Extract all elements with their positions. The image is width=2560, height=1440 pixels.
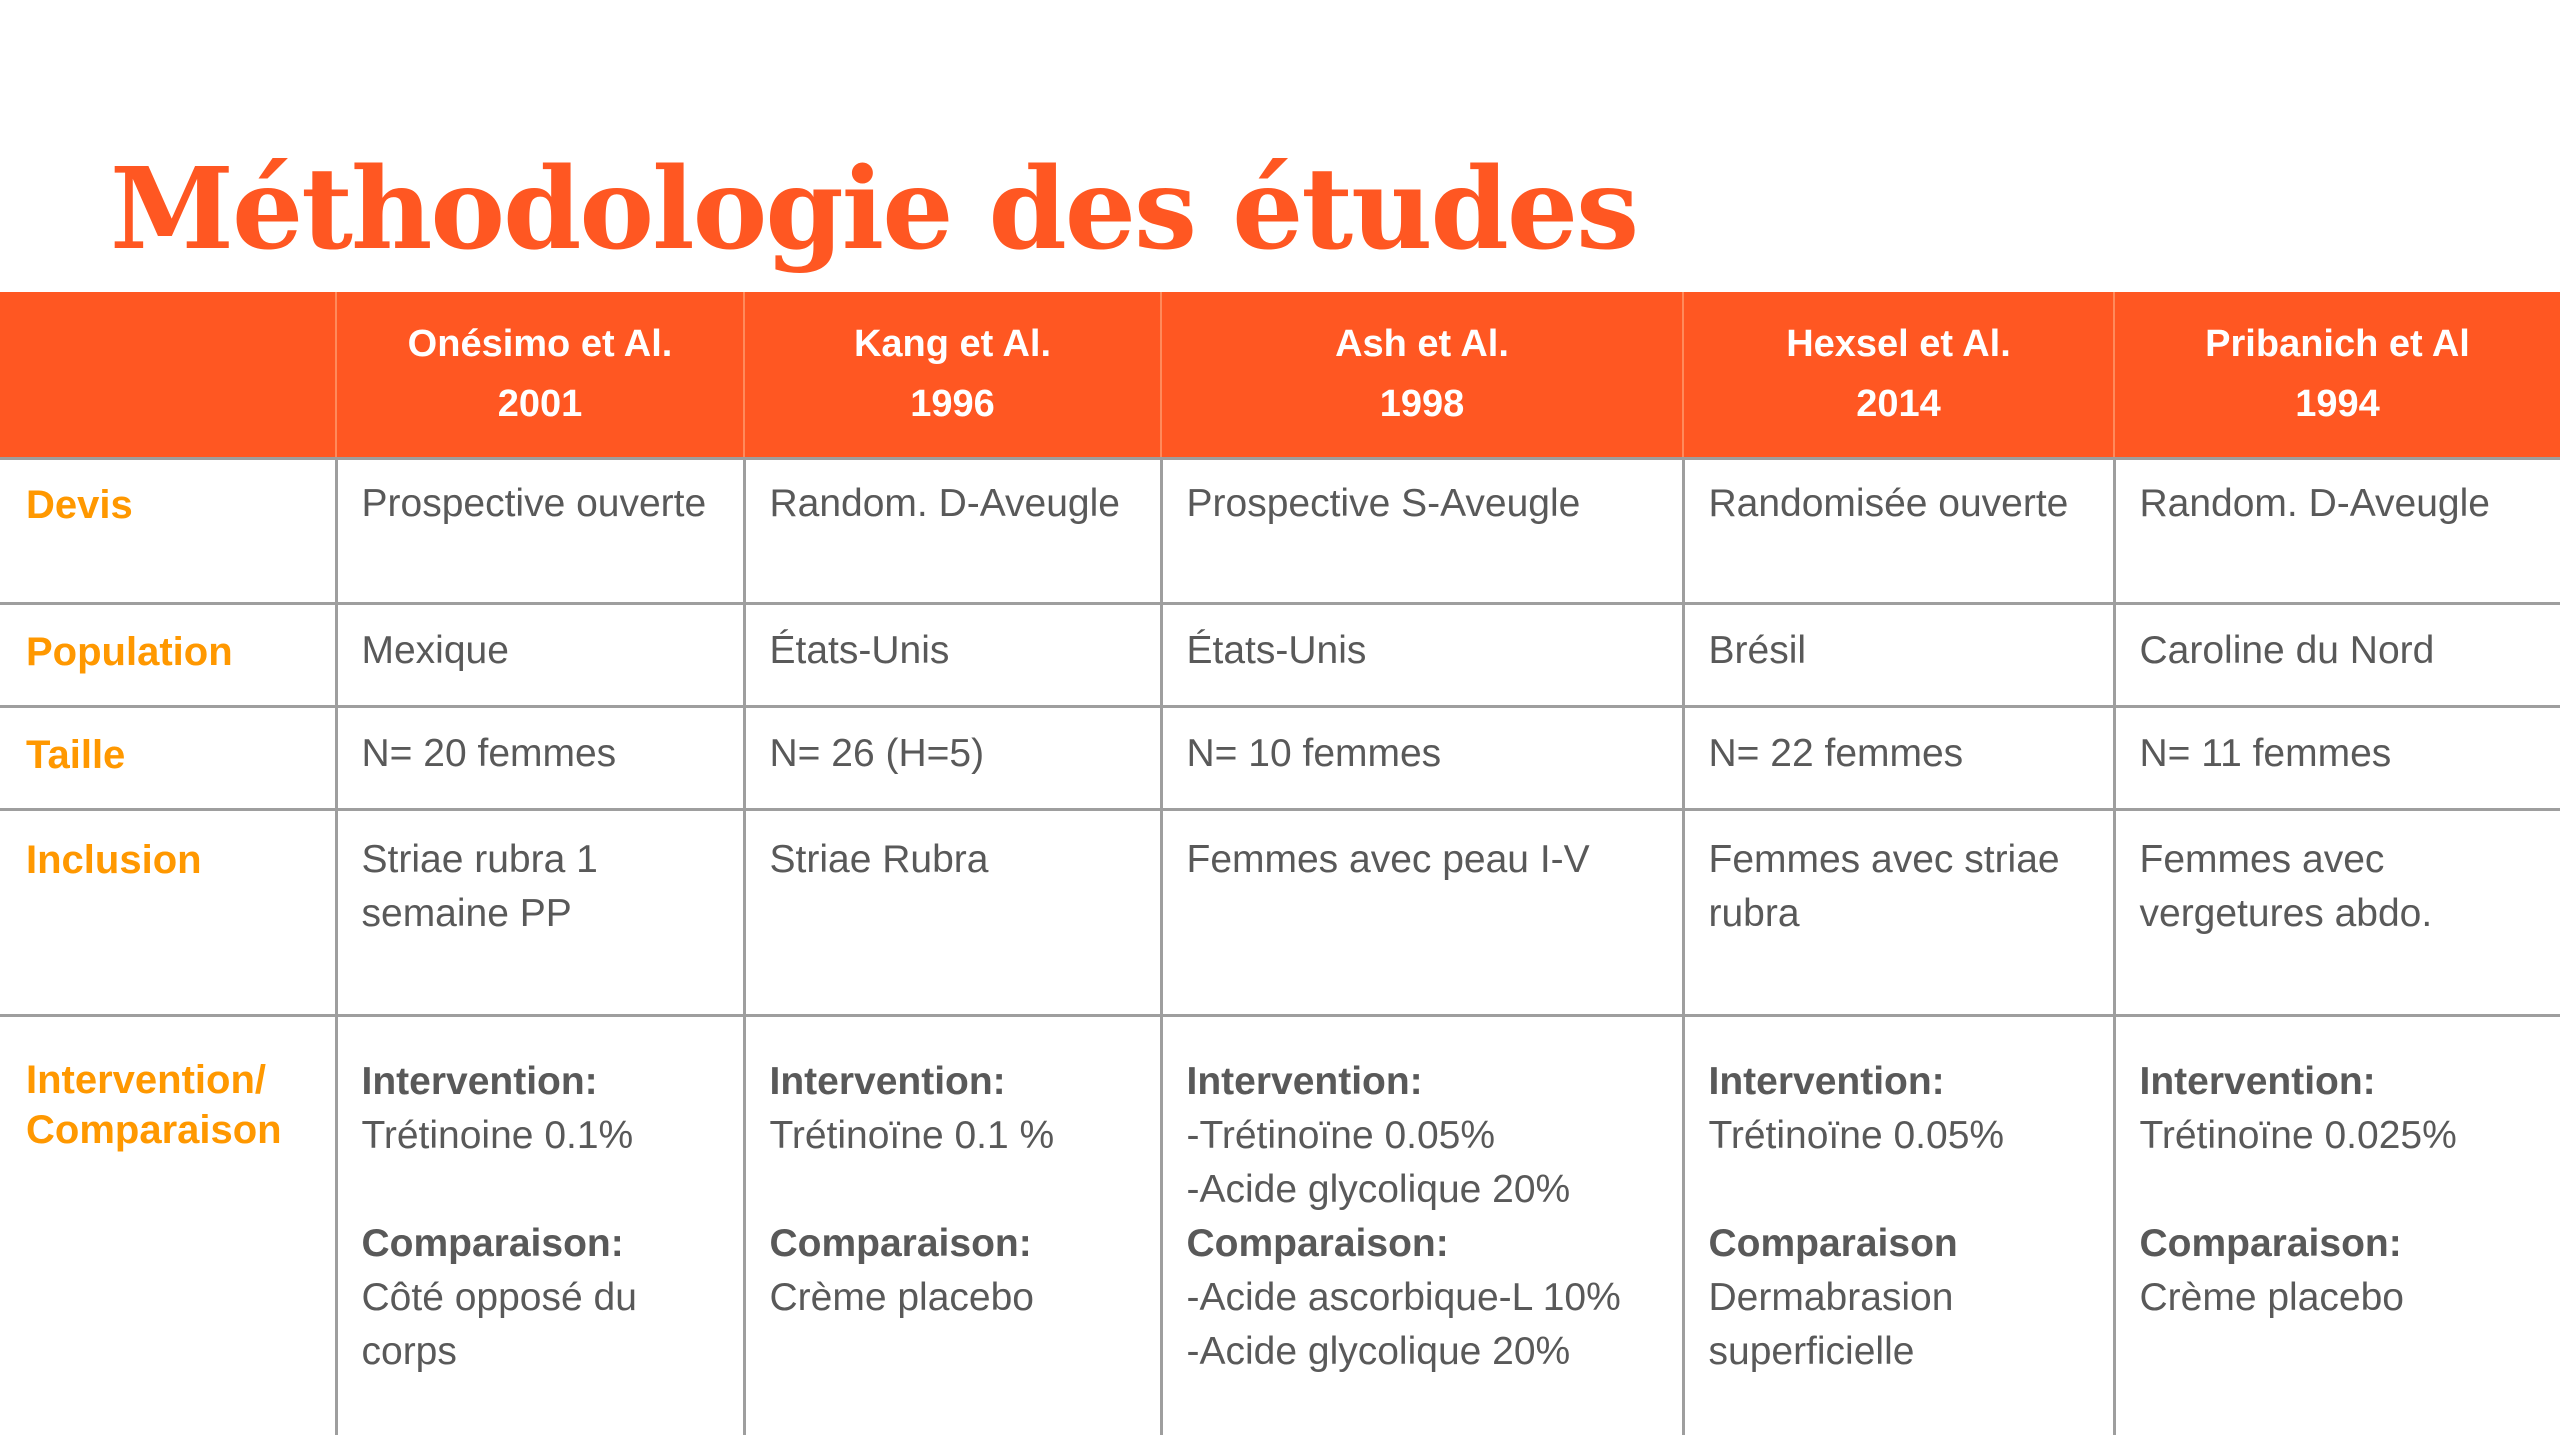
table-cell: [744, 1015, 1161, 1435]
intervention-value: -Acide glycolique 20%: [1186, 1167, 1571, 1211]
study-year: 2001: [497, 383, 583, 426]
comparison-label: Comparaison:: [769, 1221, 1032, 1265]
table-cell: N= 26 (H=5): [744, 706, 1161, 809]
comparison-value: -Acide glycolique 20%: [1186, 1329, 1571, 1373]
table-cell: [336, 1015, 744, 1435]
table-cell: États-Unis: [744, 603, 1161, 706]
study-author: Kang et Al.: [853, 323, 1052, 366]
table-row-population: [0, 603, 2560, 706]
row-label: Taille: [0, 706, 336, 809]
study-year: 1996: [910, 383, 995, 426]
comparison-value: -Acide ascorbique-L 10%: [1186, 1275, 1621, 1319]
spacer: [770, 1163, 1140, 1217]
study-year: 1998: [1379, 383, 1465, 426]
intervention-label: Intervention:: [1708, 1059, 1945, 1103]
comparison-label: Comparaison:: [2139, 1221, 2402, 1265]
comparison-value: Crème placebo: [769, 1275, 1034, 1319]
table-cell: Random. D-Aveugle: [2114, 458, 2560, 603]
comparison-label: Comparaison:: [1186, 1221, 1449, 1265]
study-author: Hexsel et Al.: [1786, 323, 2011, 366]
table-cell: États-Unis: [1161, 603, 1683, 706]
table-cell: Femmes avec peau I-V: [1161, 809, 1683, 1015]
header-corner: [0, 292, 336, 458]
intervention-value: Trétinoine 0.1%: [361, 1113, 634, 1157]
study-year: 1994: [2295, 383, 2380, 426]
study-header: [2114, 292, 2560, 458]
table-cell: Prospective S-Aveugle: [1161, 458, 1683, 603]
intervention-label: Intervention:: [2139, 1059, 2376, 1103]
table-cell: Femmes avec striae rubra: [1683, 809, 2114, 1015]
row-label: Devis: [0, 458, 336, 603]
table-cell: Femmes avec vergetures abdo.: [2114, 809, 2560, 1015]
study-author: Pribanich et Al: [2205, 323, 2470, 366]
intervention-value: Trétinoïne 0.1 %: [769, 1113, 1055, 1157]
comparison-value: Crème placebo: [2139, 1275, 2404, 1319]
table-cell: Mexique: [336, 603, 744, 706]
table-cell: N= 20 femmes: [336, 706, 744, 809]
table-cell: Striae rubra 1 semaine PP: [336, 809, 744, 1015]
intervention-label: Intervention:: [1186, 1059, 1423, 1103]
row-label: Inclusion: [0, 809, 336, 1015]
table-row-devis: [0, 458, 2560, 603]
study-header: [744, 292, 1161, 458]
slide-title: Méthodologie des études: [110, 144, 1638, 275]
comparison-label: Comparaison:: [361, 1221, 624, 1265]
table-cell: Random. D-Aveugle: [744, 458, 1161, 603]
table-cell: [1161, 1015, 1683, 1435]
table-cell: Caroline du Nord: [2114, 603, 2560, 706]
study-year: 2014: [1856, 383, 1941, 426]
table-cell: N= 22 femmes: [1683, 706, 2114, 809]
table-cell: N= 10 femmes: [1161, 706, 1683, 809]
intervention-value: Trétinoïne 0.05%: [1708, 1113, 2005, 1157]
table-header-row: [0, 292, 2560, 458]
table-row-intervention: [0, 1015, 2560, 1435]
intervention-label: Intervention:: [769, 1059, 1006, 1103]
study-author: Ash et Al.: [1335, 323, 1509, 366]
methodology-table: [0, 292, 2560, 1435]
study-header: [336, 292, 744, 458]
comparison-value: Dermabrasion superficielle: [1708, 1275, 1954, 1373]
table-cell: [1683, 1015, 2114, 1435]
spacer: [1709, 1163, 2093, 1217]
intervention-label: Intervention:: [361, 1059, 598, 1103]
row-label: Population: [0, 603, 336, 706]
table-cell: Brésil: [1683, 603, 2114, 706]
comparison-label: Comparaison: [1708, 1221, 1958, 1265]
study-author: Onésimo et Al.: [407, 323, 673, 366]
spacer: [2140, 1163, 2541, 1217]
study-header: [1161, 292, 1683, 458]
table-cell: N= 11 femmes: [2114, 706, 2560, 809]
spacer: [362, 1163, 723, 1217]
table-cell: Prospective ouverte: [336, 458, 744, 603]
comparison-value: Côté opposé du corps: [361, 1275, 637, 1373]
table-cell: Randomisée ouverte: [1683, 458, 2114, 603]
intervention-value: -Trétinoïne 0.05%: [1186, 1113, 1496, 1157]
table-row-inclusion: [0, 809, 2560, 1015]
study-header: [1683, 292, 2114, 458]
row-label: Intervention/ Comparaison: [0, 1015, 336, 1435]
table-cell: Striae Rubra: [744, 809, 1161, 1015]
table-row-taille: [0, 706, 2560, 809]
table-cell: [2114, 1015, 2560, 1435]
intervention-value: Trétinoïne 0.025%: [2139, 1113, 2457, 1157]
